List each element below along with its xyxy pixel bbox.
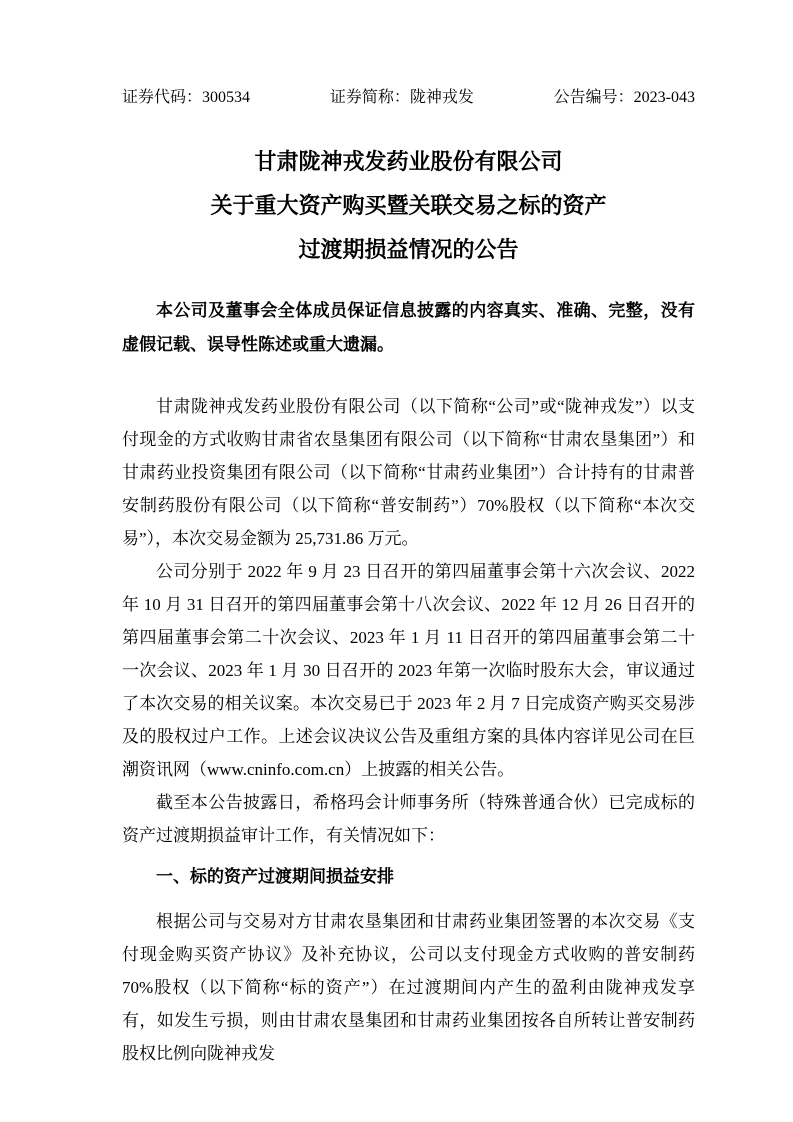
title-line-subject: 关于重大资产购买暨关联交易之标的资产	[210, 193, 607, 218]
announcement-number: 公告编号：2023-043	[553, 89, 695, 106]
document-title	[122, 140, 695, 272]
stock-code: 证券代码：300534	[122, 89, 251, 106]
disclosure-guarantee-statement: 本公司及董事会全体成员保证信息披露的内容真实、准确、完整，没有虚假记载、误导性陈述或重大遗漏。	[122, 301, 695, 354]
document-header	[122, 88, 695, 108]
title-line-announcement: 过渡期损益情况的公告	[298, 237, 519, 262]
section-heading-1: 一、标的资产过渡期间损益安排	[156, 867, 394, 886]
document-body	[122, 390, 695, 1070]
title-line-company: 甘肃陇神戎发药业股份有限公司	[254, 149, 563, 174]
paragraph-audit-status: 截至本公告披露日，希格玛会计师事务所（特殊普通合伙）已完成标的资产过渡期损益审计工作，有关情况如下：	[122, 793, 695, 845]
paragraph-board-meetings: 公司分别于 2022 年 9 月 23 日召开的第四届董事会第十六次会议、2022 年 10 月 31 日召开的第四届董事会第十八次会议、2022 年 12 月 26 日召开的第四届董事会第二十次会议、2023 年 1 月 11 日召开的第四届董事会第二十一次会议、2023 年 1 月 30 日召开的 2023 年第一次临时股东大会，审议通过了本次交易的相关议案。本次交易已于 2023 年 2 月 7 日完成资产购买交易涉及的股权过户工作。上述会议决议公告及重组方案的具体内容详见公司在巨潮资讯网（www.cninfo.com.cn）上披露的相关公告。	[122, 562, 695, 779]
paragraph-transaction-overview: 甘肃陇神戎发药业股份有限公司（以下简称“公司”或“陇神戎发”）以支付现金的方式收购甘肃省农垦集团有限公司（以下简称“甘肃农垦集团”）和甘肃药业投资集团有限公司（以下简称“甘肃药业集团”）合计持有的甘肃普安制药股份有限公司（以下简称“普安制药”）70%股权（以下简称“本次交易”），本次交易金额为 25,731.86 万元。	[122, 397, 695, 548]
paragraph-profit-loss-arrangement: 根据公司与交易对方甘肃农垦集团和甘肃药业集团签署的本次交易《支付现金购买资产协议》及补充协议，公司以支付现金方式收购的普安制药 70%股权（以下简称“标的资产”）在过渡期间内产生的盈利由陇神戎发享有，如发生亏损，则由甘肃农垦集团和甘肃药业集团按各自所转让普安制药股权比例向陇神戎发	[122, 912, 695, 1063]
stock-short-name: 证券简称：陇神戎发	[329, 89, 474, 106]
